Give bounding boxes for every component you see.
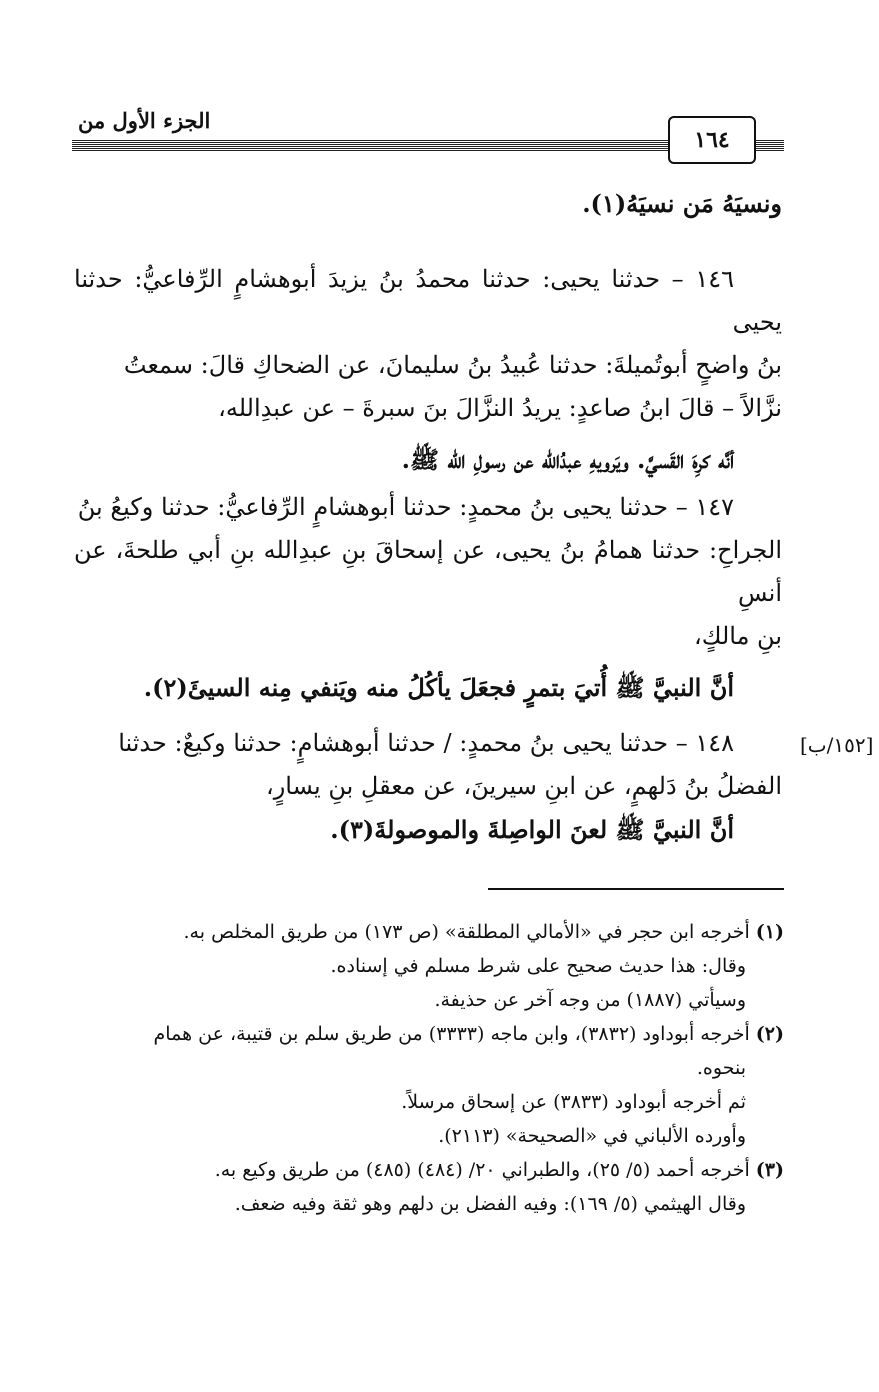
running-title: الجزء الأول من <box>78 108 211 133</box>
footnote-3 <box>74 1153 784 1187</box>
hadith-147-line2: الجراحِ: حدثنا همامُ بنُ يحيى، عن إسحاقَ بنِ عبدِالله بنِ أبي طلحةَ، عن أنسِ <box>74 536 782 607</box>
page-number: ١٦٤ <box>668 116 756 164</box>
hadith-148-line1: ١٤٨ – حدثنا يحيى بنُ محمدٍ: / حدثنا أبوهشامٍ: حدثنا وكيعٌ: حدثنا <box>118 729 734 757</box>
footnote-text: أخرجه ابن حجر في «الأمالي المطلقة» (ص ١٧٣) من طريق المخلص به. <box>183 921 750 943</box>
running-header <box>72 104 784 160</box>
footnote-separator <box>488 888 784 890</box>
opening-line: ونسيَهُ مَن نسيَهُ(١). <box>582 189 782 218</box>
footnote-2-sub-2: ثم أخرجه أبوداود (٣٨٣٣) عن إسحاق مرسلاً. <box>401 1091 746 1113</box>
footnote-3-sub-1: وقال الهيثمي (٥/ ١٦٩): وفيه الفضل بن دلهم وهو ثقة وفيه ضعف. <box>234 1193 746 1215</box>
footnotes <box>74 915 784 1221</box>
footnote-number: (١) <box>755 921 784 943</box>
opening-line-block <box>74 182 782 225</box>
hadith-148-matn: أنَّ النبيَّ ﷺ لعنَ الواصِلةَ والموصولةَ(٣). <box>330 815 734 844</box>
footnote-text: أخرجه أحمد (٥/ ٢٥)، والطبراني ٢٠/ (٤٨٤) (٤٨٥) من طريق وكيع به. <box>214 1159 750 1181</box>
footnote-1-sub-2: وسيأتي (١٨٨٧) من وجه آخر عن حذيفة. <box>434 989 746 1011</box>
footnote-1-sub-1: وقال: هذا حديث صحيح على شرط مسلم في إسناده. <box>330 955 746 977</box>
margin-folio-note: [١٥٢/ب] <box>800 733 874 757</box>
hadith-146-matn: أنَّه كرِهَ القَسيَّ. ويَرويهِ عبدُالله عن رسولِ الله ﷺ. <box>401 445 734 474</box>
footnote-number: (٣) <box>755 1159 784 1181</box>
header-rule-right <box>756 140 784 152</box>
hadith-146 <box>74 258 782 481</box>
footnote-2-sub-1: بنحوه. <box>696 1057 746 1079</box>
footnote-1 <box>74 915 784 949</box>
hadith-147-line1: ١٤٧ – حدثنا يحيى بنُ محمدٍ: حدثنا أبوهشامٍ الرِّفاعيُّ: حدثنا وكيعُ بنُ <box>77 493 734 521</box>
hadith-148-line2: الفضلُ بنُ دَلهمٍ، عن ابنِ سيرينَ، عن معقلِ بنِ يسارٍ، <box>265 772 782 800</box>
hadith-146-line2: بنُ واضحٍ أبوتُميلةَ: حدثنا عُبيدُ بنُ سليمانَ، عن الضحاكِ قالَ: سمعتُ <box>123 351 782 379</box>
hadith-147-matn: أنَّ النبيَّ ﷺ أُتيَ بتمرٍ فجعَلَ يأكُلُ منه ويَنفي مِنه السيئَ(٢). <box>143 673 734 702</box>
footnote-2-sub-3: وأورده الألباني في «الصحيحة» (٢١١٣). <box>438 1125 746 1147</box>
hadith-147-line3: بنِ مالكٍ، <box>693 622 782 650</box>
footnote-number: (٢) <box>755 1023 784 1045</box>
hadith-146-line1: ١٤٦ – حدثنا يحيى: حدثنا محمدُ بنُ يزيدَ أبوهشامٍ الرِّفاعيُّ: حدثنا يحيى <box>74 265 782 336</box>
hadith-148 <box>74 722 782 851</box>
hadith-146-line3: نزَّالاً – قالَ ابنُ صاعدٍ: يريدُ النزَّالَ بنَ سبرةَ – عن عبدِالله، <box>218 394 782 422</box>
hadith-147 <box>74 486 782 709</box>
header-rule <box>72 140 672 152</box>
footnote-2 <box>74 1017 784 1051</box>
footnote-text: أخرجه أبوداود (٣٨٣٢)، وابن ماجه (٣٣٣٣) من طريق سلم بن قتيبة، عن همام <box>153 1023 750 1045</box>
